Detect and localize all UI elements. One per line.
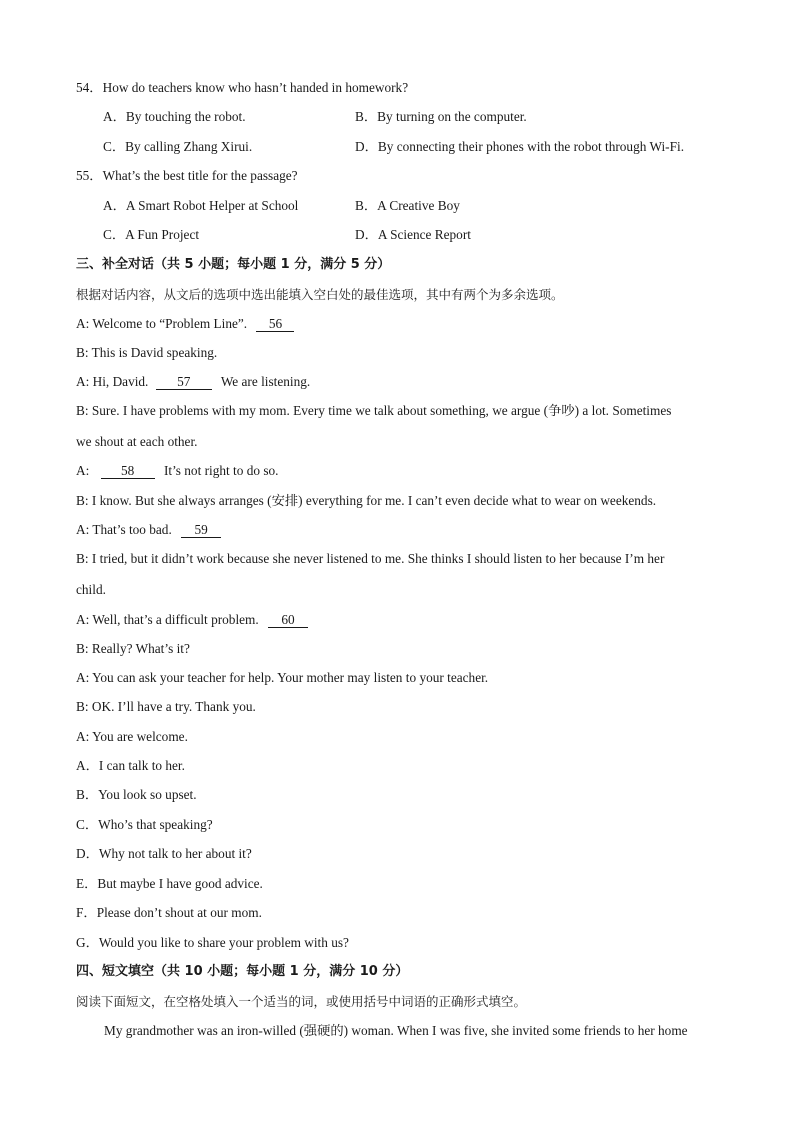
q54-option-d: D．By connecting their phones with the robot through Wi-Fi. xyxy=(355,139,685,154)
dialogue-line-1 xyxy=(76,315,296,333)
dialogue-line-11: A: You can ask your teacher for help. Your mother may listen to your teacher. xyxy=(76,670,489,685)
dialogue-line-10: B: Really? What’s it? xyxy=(76,641,190,656)
q55-option-c: C．A Fun Project xyxy=(103,227,200,242)
option-e: E．But maybe I have good advice. xyxy=(76,876,263,891)
option-g: G．Would you like to share your problem with us? xyxy=(76,935,349,950)
dialogue-line-8b: child. xyxy=(76,582,106,597)
option-a: A．I can talk to her. xyxy=(76,758,185,773)
dialogue-line-8a: B: I tried, but it didn’t work because she never listened to me. She thinks I should listen to her because I’m her xyxy=(76,551,665,566)
dialogue-line-13: A: You are welcome. xyxy=(76,729,188,744)
dialogue-text: A: Well, that’s a difficult problem. xyxy=(76,612,259,627)
dialogue-line-5 xyxy=(76,462,278,480)
q54-stem: 54．How do teachers know who hasn’t handed in homework? xyxy=(76,80,409,95)
q55-stem: 55．What’s the best title for the passage? xyxy=(76,168,298,183)
q54-option-b: B．By turning on the computer. xyxy=(355,109,527,124)
dialogue-line-3 xyxy=(76,373,310,391)
dialogue-line-12: B: OK. I’ll have a try. Thank you. xyxy=(76,699,256,714)
dialogue-line-7 xyxy=(76,521,223,539)
dialogue-text: A: That’s too bad. xyxy=(76,522,172,537)
section4-instruction: 阅读下面短文，在空格处填入一个适当的词，或使用括号中词语的正确形式填空。 xyxy=(76,994,527,1009)
dialogue-text: A: Hi, David. xyxy=(76,374,149,389)
dialogue-text: A: xyxy=(76,463,90,478)
dialogue-line-6: B: I know. But she always arranges (安排) everything for me. I can’t even decide what to wear on weekends. xyxy=(76,493,657,508)
option-f: F．Please don’t shout at our mom. xyxy=(76,905,262,920)
dialogue-line-2: B: This is David speaking. xyxy=(76,345,218,360)
dialogue-line-4b: we shout at each other. xyxy=(76,434,198,449)
dialogue-text: It’s not right to do so. xyxy=(163,463,279,478)
blank-57: 57 xyxy=(156,374,212,390)
option-b: B．You look so upset. xyxy=(76,787,197,802)
q55-option-b: B．A Creative Boy xyxy=(355,198,460,213)
q54-option-c: C．By calling Zhang Xirui. xyxy=(103,139,253,154)
q55-option-a: A．A Smart Robot Helper at School xyxy=(103,198,299,213)
q55-option-d: D．A Science Report xyxy=(355,227,471,242)
q54-option-a: A．By touching the robot. xyxy=(103,109,246,124)
blank-59: 59 xyxy=(181,522,221,538)
section3-heading: 三、补全对话（共 5 小题；每小题 1 分，满分 5 分） xyxy=(76,257,391,272)
blank-58: 58 xyxy=(101,463,155,479)
option-c: C．Who’s that speaking? xyxy=(76,817,213,832)
blank-60: 60 xyxy=(268,612,308,628)
dialogue-text: We are listening. xyxy=(220,374,311,389)
section3-instruction: 根据对话内容，从文后的选项中选出能填入空白处的最佳选项，其中有两个为多余选项。 xyxy=(76,287,564,302)
blank-56: 56 xyxy=(256,316,294,332)
section4-heading: 四、短文填空（共 10 小题；每小题 1 分，满分 10 分） xyxy=(76,964,409,979)
passage-first-line: My grandmother was an iron-willed (强硬的) woman. When I was five, she invited some friends to her home xyxy=(104,1023,688,1038)
dialogue-line-9 xyxy=(76,611,310,629)
dialogue-line-4a: B: Sure. I have problems with my mom. Every time we talk about something, we argue (争吵) a lot. Sometimes xyxy=(76,403,672,418)
dialogue-text: A: Welcome to “Problem Line”. xyxy=(76,316,248,331)
option-d: D．Why not talk to her about it? xyxy=(76,846,252,861)
